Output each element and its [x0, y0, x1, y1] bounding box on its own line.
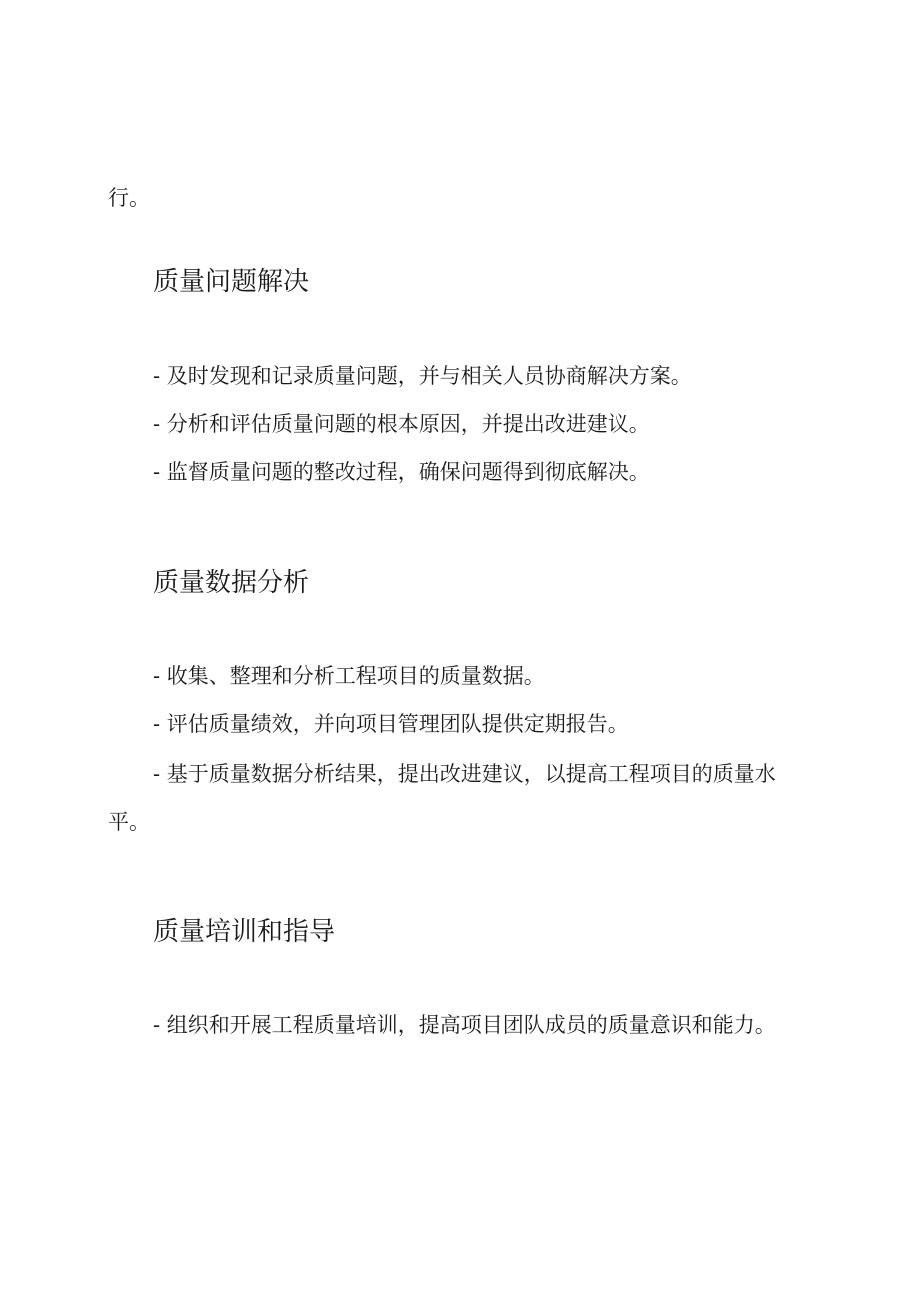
section-heading: 质量培训和指导 — [153, 917, 336, 947]
list-item: - 基于质量数据分析结果，提出改进建议，以提高工程项目的质量水平。 — [108, 762, 776, 834]
list-item: - 组织和开展工程质量培训，提高项目团队成员的质量意识和能力。 — [153, 1013, 776, 1037]
list-item: - 分析和评估质量问题的根本原因，并提出改进建议。 — [153, 412, 650, 436]
list-item: - 及时发现和记录质量问题，并与相关人员协商解决方案。 — [153, 364, 692, 388]
section-heading: 质量问题解决 — [153, 267, 310, 297]
carryover-paragraph: 行。 — [108, 186, 150, 210]
list-item: - 监督质量问题的整改过程，确保问题得到彻底解决。 — [153, 460, 650, 484]
section-heading: 质量数据分析 — [153, 568, 310, 598]
list-item: - 收集、整理和分析工程项目的质量数据。 — [153, 664, 545, 688]
list-item: - 评估质量绩效，并向项目管理团队提供定期报告。 — [153, 712, 629, 736]
